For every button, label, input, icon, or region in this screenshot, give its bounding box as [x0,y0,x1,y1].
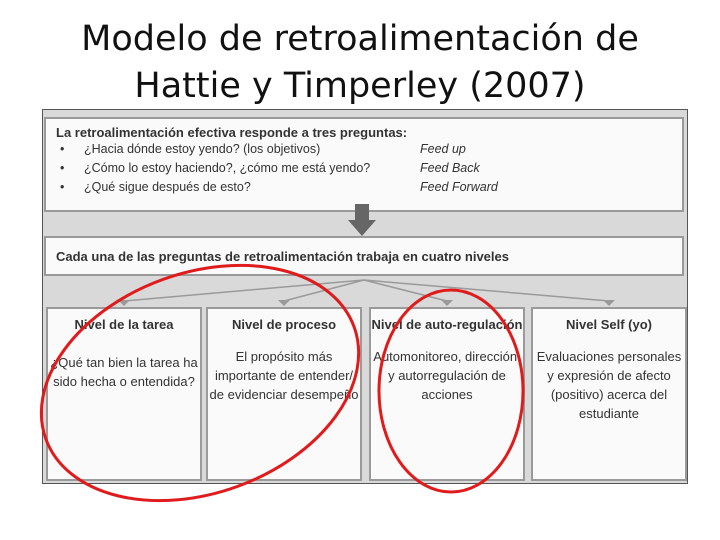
level-title: Nivel de auto-regulación [371,317,523,332]
level-description: El propósito más importante de entender/ de evidenciar desempeño [209,349,359,402]
question-text: ¿Cómo lo estoy haciendo?, ¿cómo me está yendo? [84,161,371,175]
connector-arrowhead [603,300,615,306]
level-description: Evaluaciones personales y expresión de afecto (positivo) acerca del estudiante [536,349,682,421]
level-description: Automonitoreo, dirección, y autorregulación de acciones [373,349,521,402]
question-tag: Feed Back [420,161,480,175]
bullet: • [60,142,65,156]
level-card-autorregulacion [369,307,525,481]
question-text: ¿Qué sigue después de esto? [84,180,251,194]
level-card-proceso [206,307,362,481]
slide-title-line-2: Hattie y Timperley (2007) [134,66,586,106]
levels-header: Cada una de las preguntas de retroalimentación trabaja en cuatro niveles [56,248,509,264]
level-title: Nivel Self (yo) [566,317,652,332]
bullet: • [60,180,65,194]
connector-arrowhead [118,300,130,306]
question-tag: Feed up [420,142,466,156]
slide-title-line-1: Modelo de retroalimentación de [81,19,639,59]
connector-arrowhead [278,300,290,306]
bullet: • [60,161,65,175]
question-text: ¿Hacia dónde estoy yendo? (los objetivos) [84,142,321,156]
level-title: Nivel de la tarea [74,317,174,332]
level-title: Nivel de proceso [231,317,337,332]
level-description: ¿Qué tan bien la tarea ha sido hecha o entendida? [50,355,198,389]
level-card-tarea [46,307,202,481]
question-tag: Feed Forward [420,180,498,194]
connector-line [364,280,609,301]
connector-line [124,280,364,301]
connector-arrowhead [441,300,453,306]
questions-title: La retroalimentación efectiva responde a tres preguntas: [56,125,408,140]
level-card-self [531,307,687,481]
